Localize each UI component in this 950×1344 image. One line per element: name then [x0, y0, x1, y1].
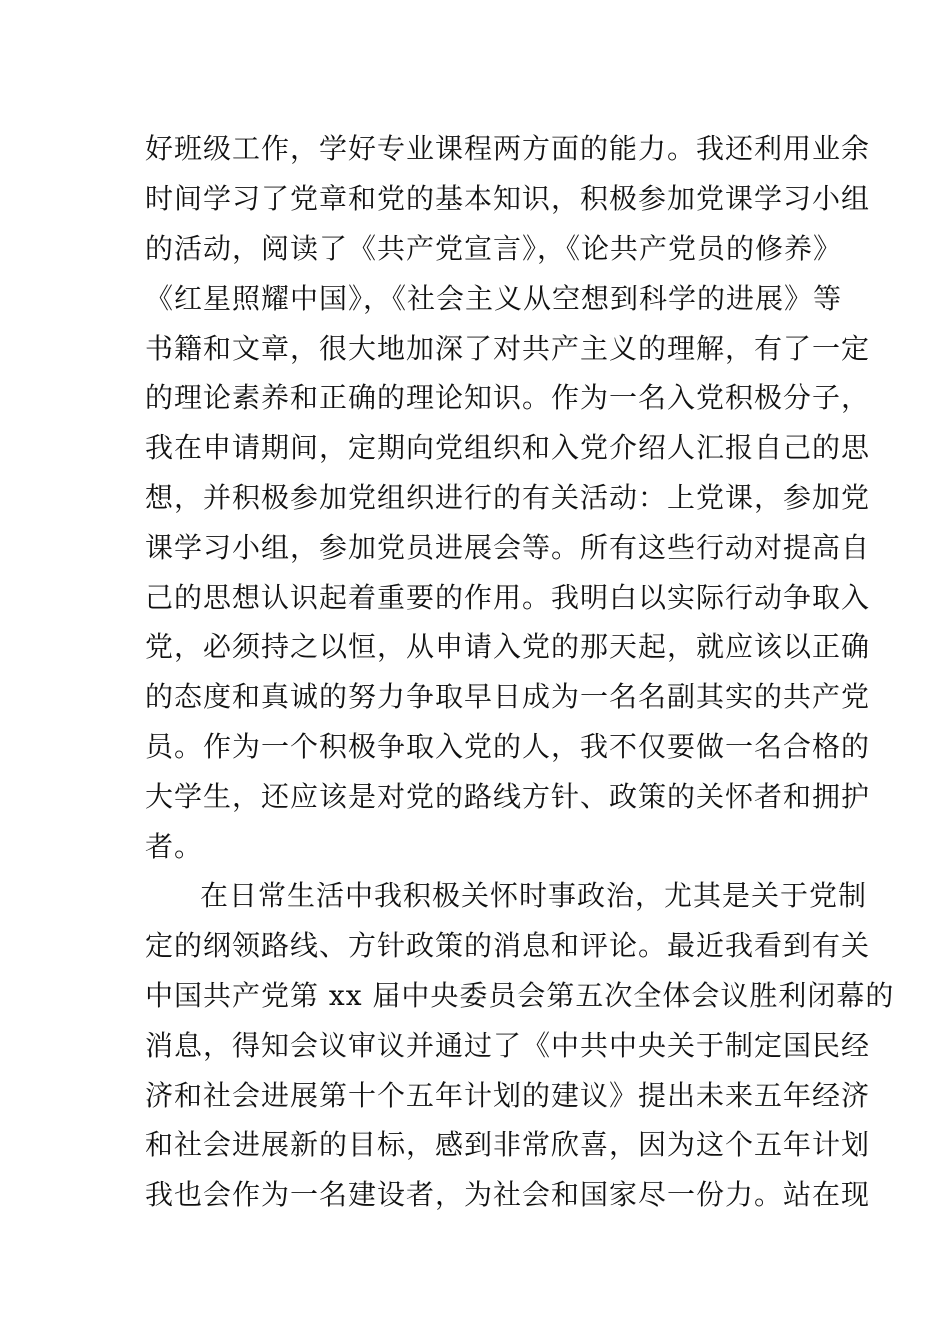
text-line: 《红星照耀中国》，《社会主义从空想到科学的进展》等 — [145, 282, 843, 315]
text-line: 消息，得知会议审议并通过了《中共中央关于制定国民经 — [145, 1029, 871, 1062]
text-line: 济和社会进展第十个五年计划的建议》提出未来五年经济 — [145, 1079, 871, 1112]
text-line: 己的思想认识起着重要的作用。我明白以实际行动争取入 — [145, 581, 871, 614]
text-line: 的活动，阅读了《共产党宣言》，《论共产党员的修养》 — [145, 232, 843, 265]
text-line: 课学习小组，参加党员进展会等。所有这些行动对提高自 — [145, 531, 871, 564]
text-line: 定的纲领路线、方针政策的消息和评论。最近我看到有关 — [145, 929, 871, 962]
text-line: 的态度和真诚的努力争取早日成为一名名副其实的共产党 — [145, 680, 871, 713]
text-line: 好班级工作，学好专业课程两方面的能力。我还利用业余 — [145, 132, 871, 165]
text-line: 和社会进展新的目标，感到非常欣喜，因为这个五年计划 — [145, 1128, 871, 1161]
paragraph-first-line: 在日常生活中我积极关怀时事政治，尤其是关于党制 — [200, 879, 868, 912]
text-line: 的理论素养和正确的理论知识。作为一名入党积极分子， — [145, 381, 871, 414]
text-line: 我也会作为一名建设者，为社会和国家尽一份力。站在现 — [145, 1178, 871, 1211]
text-line: 想，并积极参加党组织进行的有关活动：上党课，参加党 — [145, 481, 871, 514]
text-line: 中国共产党第 xx 届中央委员会第五次全体会议胜利闭幕的 — [145, 979, 895, 1012]
text-line: 时间学习了党章和党的基本知识，积极参加党课学习小组 — [145, 182, 871, 215]
text-line: 党，必须持之以恒，从申请入党的那天起，就应该以正确 — [145, 630, 871, 663]
text-line: 书籍和文章，很大地加深了对共产主义的理解，有了一定 — [145, 332, 871, 365]
text-line: 我在申请期间，定期向党组织和入党介绍人汇报自己的思 — [145, 431, 871, 464]
text-line: 者。 — [145, 830, 204, 863]
text-line: 员。作为一个积极争取入党的人，我不仅要做一名合格的 — [145, 730, 871, 763]
text-line: 大学生，还应该是对党的路线方针、政策的关怀者和拥护 — [145, 780, 871, 813]
